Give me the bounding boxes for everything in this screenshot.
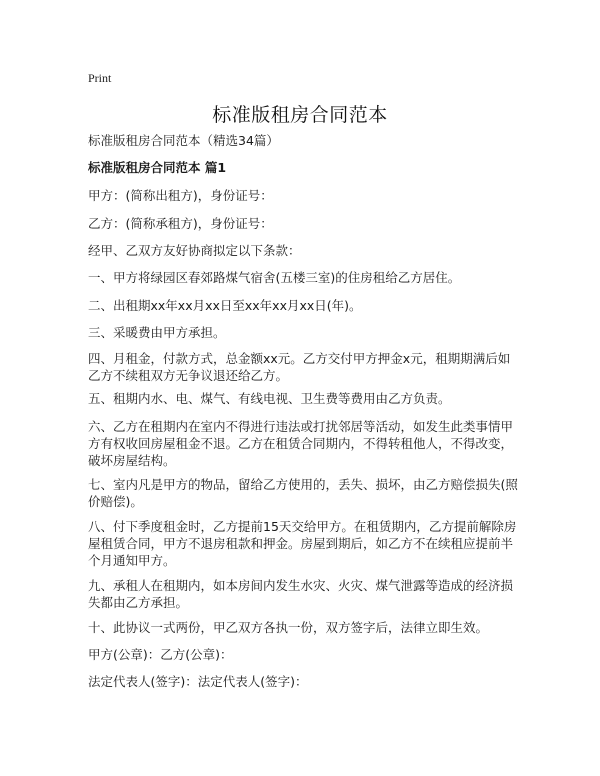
clause-2: 二、出租期xx年xx月xx日至xx年xx月xx日(年)。	[88, 298, 362, 313]
clause-4: 四、月租金，付款方式，总金额xx元。乙方交付甲方押金x元，租期期满后如乙方不续租双方无争议退还给乙方。	[88, 351, 511, 383]
paragraph-intro: 经甲、乙双方友好协商拟定以下条款：	[88, 243, 301, 258]
paragraph-party-b: 乙方：(简称承租方)，身份证号：	[88, 216, 273, 231]
clause-10: 十、此协议一式两份，甲乙双方各执一份，双方签字后，法律立即生效。	[88, 620, 489, 635]
print-label: Print	[88, 71, 112, 85]
page-title: 标准版租房合同范本	[212, 104, 388, 126]
clause-8: 八、付下季度租金时，乙方提前15天交给甲方。在租赁期内，乙方提前解除房屋租赁合同，甲方不退房租款和押金。房屋到期后，如乙方不在续租应提前半个月通知甲方。	[88, 519, 517, 568]
signature-representatives: 法定代表人(签字)：法定代表人(签字)：	[88, 674, 308, 689]
document-subtitle: 标准版租房合同范本（精选34篇）	[88, 133, 279, 148]
clause-1: 一、甲方将绿园区春郊路煤气宿舍(五楼三室)的住房租给乙方居住。	[88, 270, 461, 285]
clause-3: 三、采暖费由甲方承担。	[88, 325, 226, 340]
clause-5: 五、租期内水、电、煤气、有线电视、卫生费等费用由乙方负责。	[88, 391, 451, 406]
paragraph-party-a: 甲方：(简称出租方)，身份证号：	[88, 188, 273, 203]
signature-seals: 甲方(公章)：乙方(公章)：	[88, 647, 233, 662]
clause-9: 九、承租人在租期内，如本房间内发生水灾、火灾、煤气泄露等造成的经济损失都由乙方承担。	[88, 578, 514, 610]
clause-6: 六、乙方在租期内在室内不得进行违法或打扰邻居等活动，如发生此类事情甲方有权收回房屋租金不退。乙方在租赁合同期内，不得转租他人，不得改变，破坏房屋结构。	[88, 419, 514, 468]
clause-7: 七、室内凡是甲方的物品，留给乙方使用的，丢失、损坏，由乙方赔偿损失(照价赔偿)。	[88, 477, 518, 509]
section-heading: 标准版租房合同范本 篇1	[88, 160, 227, 175]
